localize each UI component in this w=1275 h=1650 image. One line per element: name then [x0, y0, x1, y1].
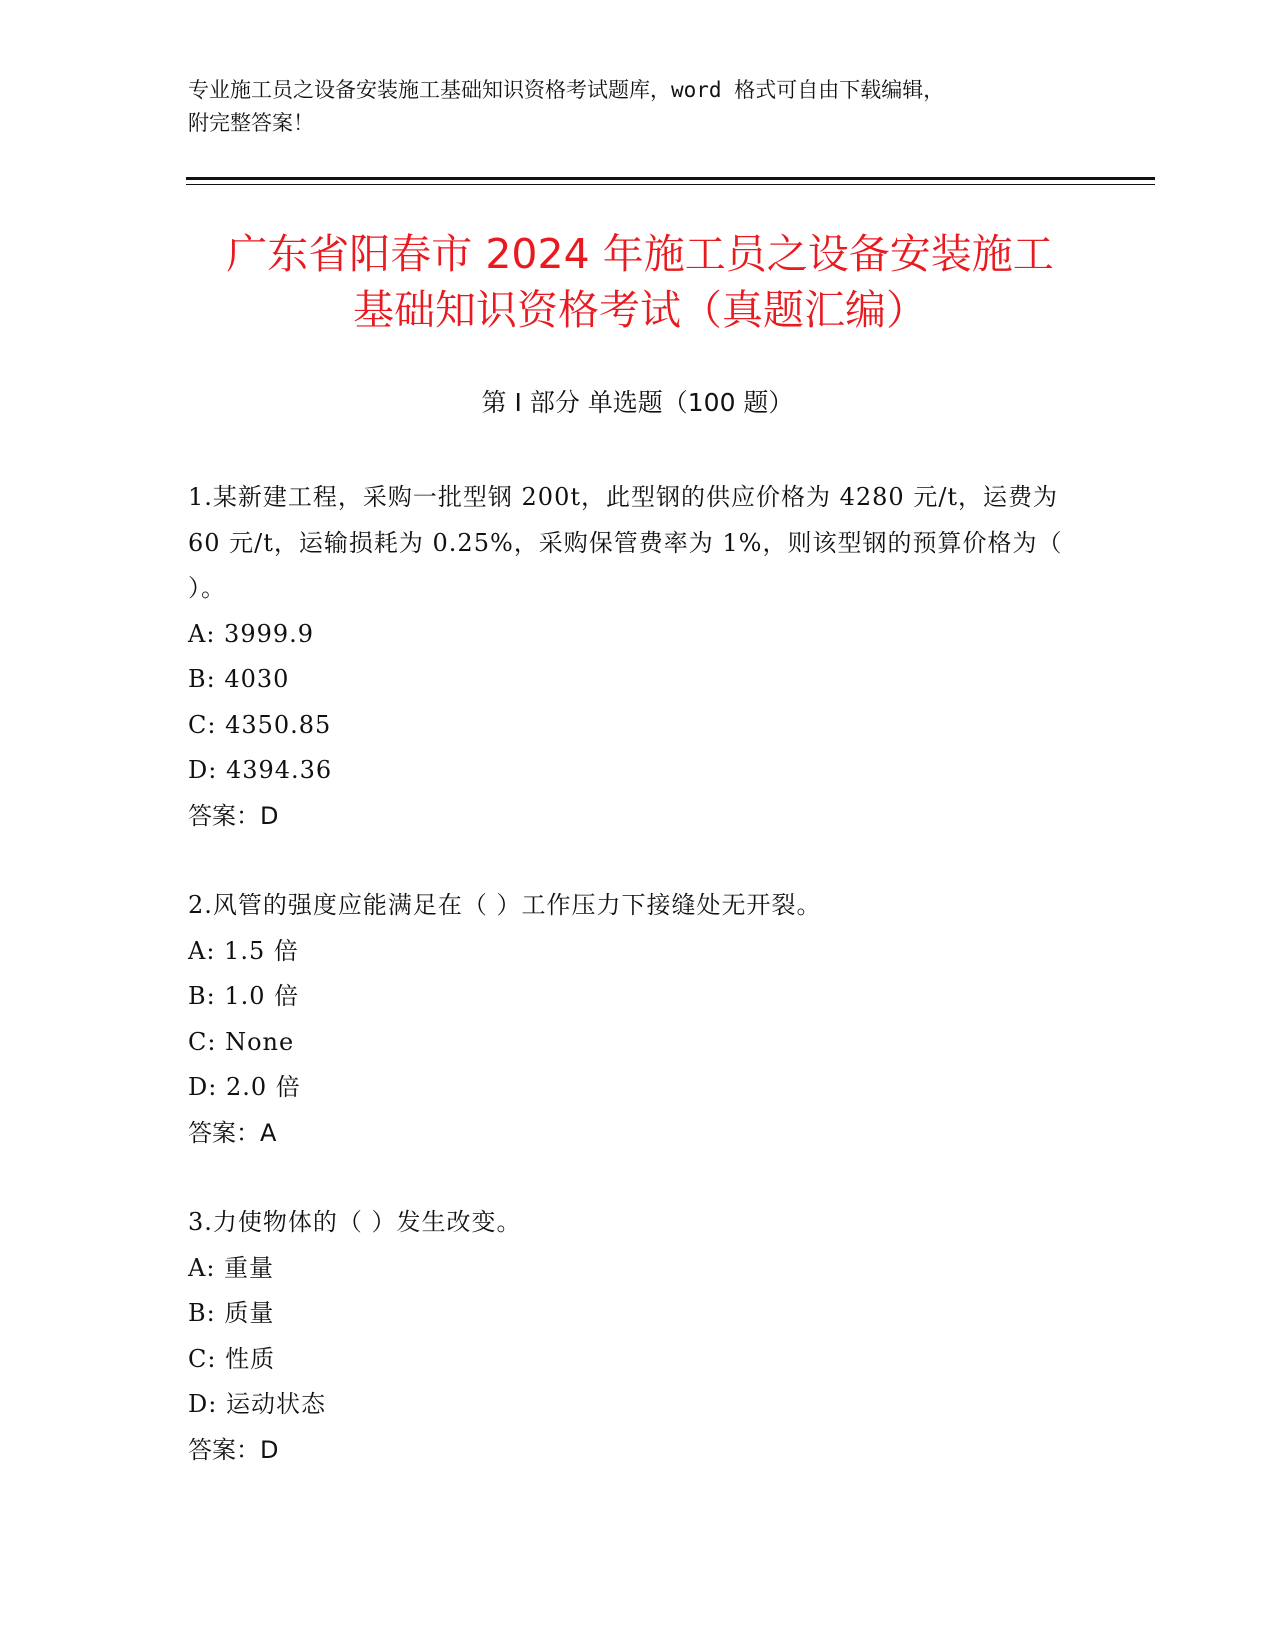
- question-stem: 2.风管的强度应能满足在（ ）工作压力下接缝处无开裂。: [188, 891, 822, 919]
- header-divider-thick: [186, 177, 1155, 180]
- header-line-2: 附完整答案！: [188, 111, 314, 135]
- question-list: [188, 475, 1068, 1517]
- answer-label: 答案：D: [188, 1435, 279, 1464]
- question-item: [188, 1200, 1068, 1473]
- option-b: B: 4030: [188, 665, 290, 693]
- option-b: B: 1.0 倍: [188, 982, 300, 1010]
- question-item: [188, 883, 1068, 1156]
- option-d: D: 2.0 倍: [188, 1073, 301, 1101]
- title-line-1: 广东省阳春市 2024 年施工员之设备安装施工: [226, 230, 1054, 278]
- option-d: D: 运动状态: [188, 1390, 326, 1418]
- question-stem: 1.某新建工程，采购一批型钢 200t，此型钢的供应价格为 4280 元/t，运费为 60 元/t，运输损耗为 0.25%，采购保管费率为 1%，则该型钢的预算价格为（ ）。: [188, 483, 1063, 602]
- document-title: [160, 226, 1120, 338]
- question-item: [188, 475, 1068, 839]
- option-a: A: 1.5 倍: [188, 936, 299, 965]
- document-header: [188, 74, 1088, 140]
- header-divider-thin: [186, 184, 1155, 185]
- option-c: C: 性质: [188, 1344, 276, 1373]
- answer-label: 答案：A: [188, 1118, 277, 1147]
- section-title: 第 I 部分 单选题（100 题）: [481, 388, 794, 417]
- option-c: C: None: [188, 1027, 295, 1056]
- option-a: A: 3999.9: [188, 619, 315, 648]
- question-stem: 3.力使物体的（ ）发生改变。: [188, 1208, 522, 1236]
- option-c: C: 4350.85: [188, 710, 332, 739]
- option-b: B: 质量: [188, 1299, 275, 1327]
- answer-label: 答案：D: [188, 801, 279, 830]
- option-d: D: 4394.36: [188, 756, 333, 784]
- title-line-2: 基础知识资格考试（真题汇编）: [353, 286, 927, 334]
- header-line-1: 专业施工员之设备安装施工基础知识资格考试题库，word 格式可自由下载编辑，: [188, 78, 945, 102]
- option-a: A: 重量: [188, 1253, 275, 1282]
